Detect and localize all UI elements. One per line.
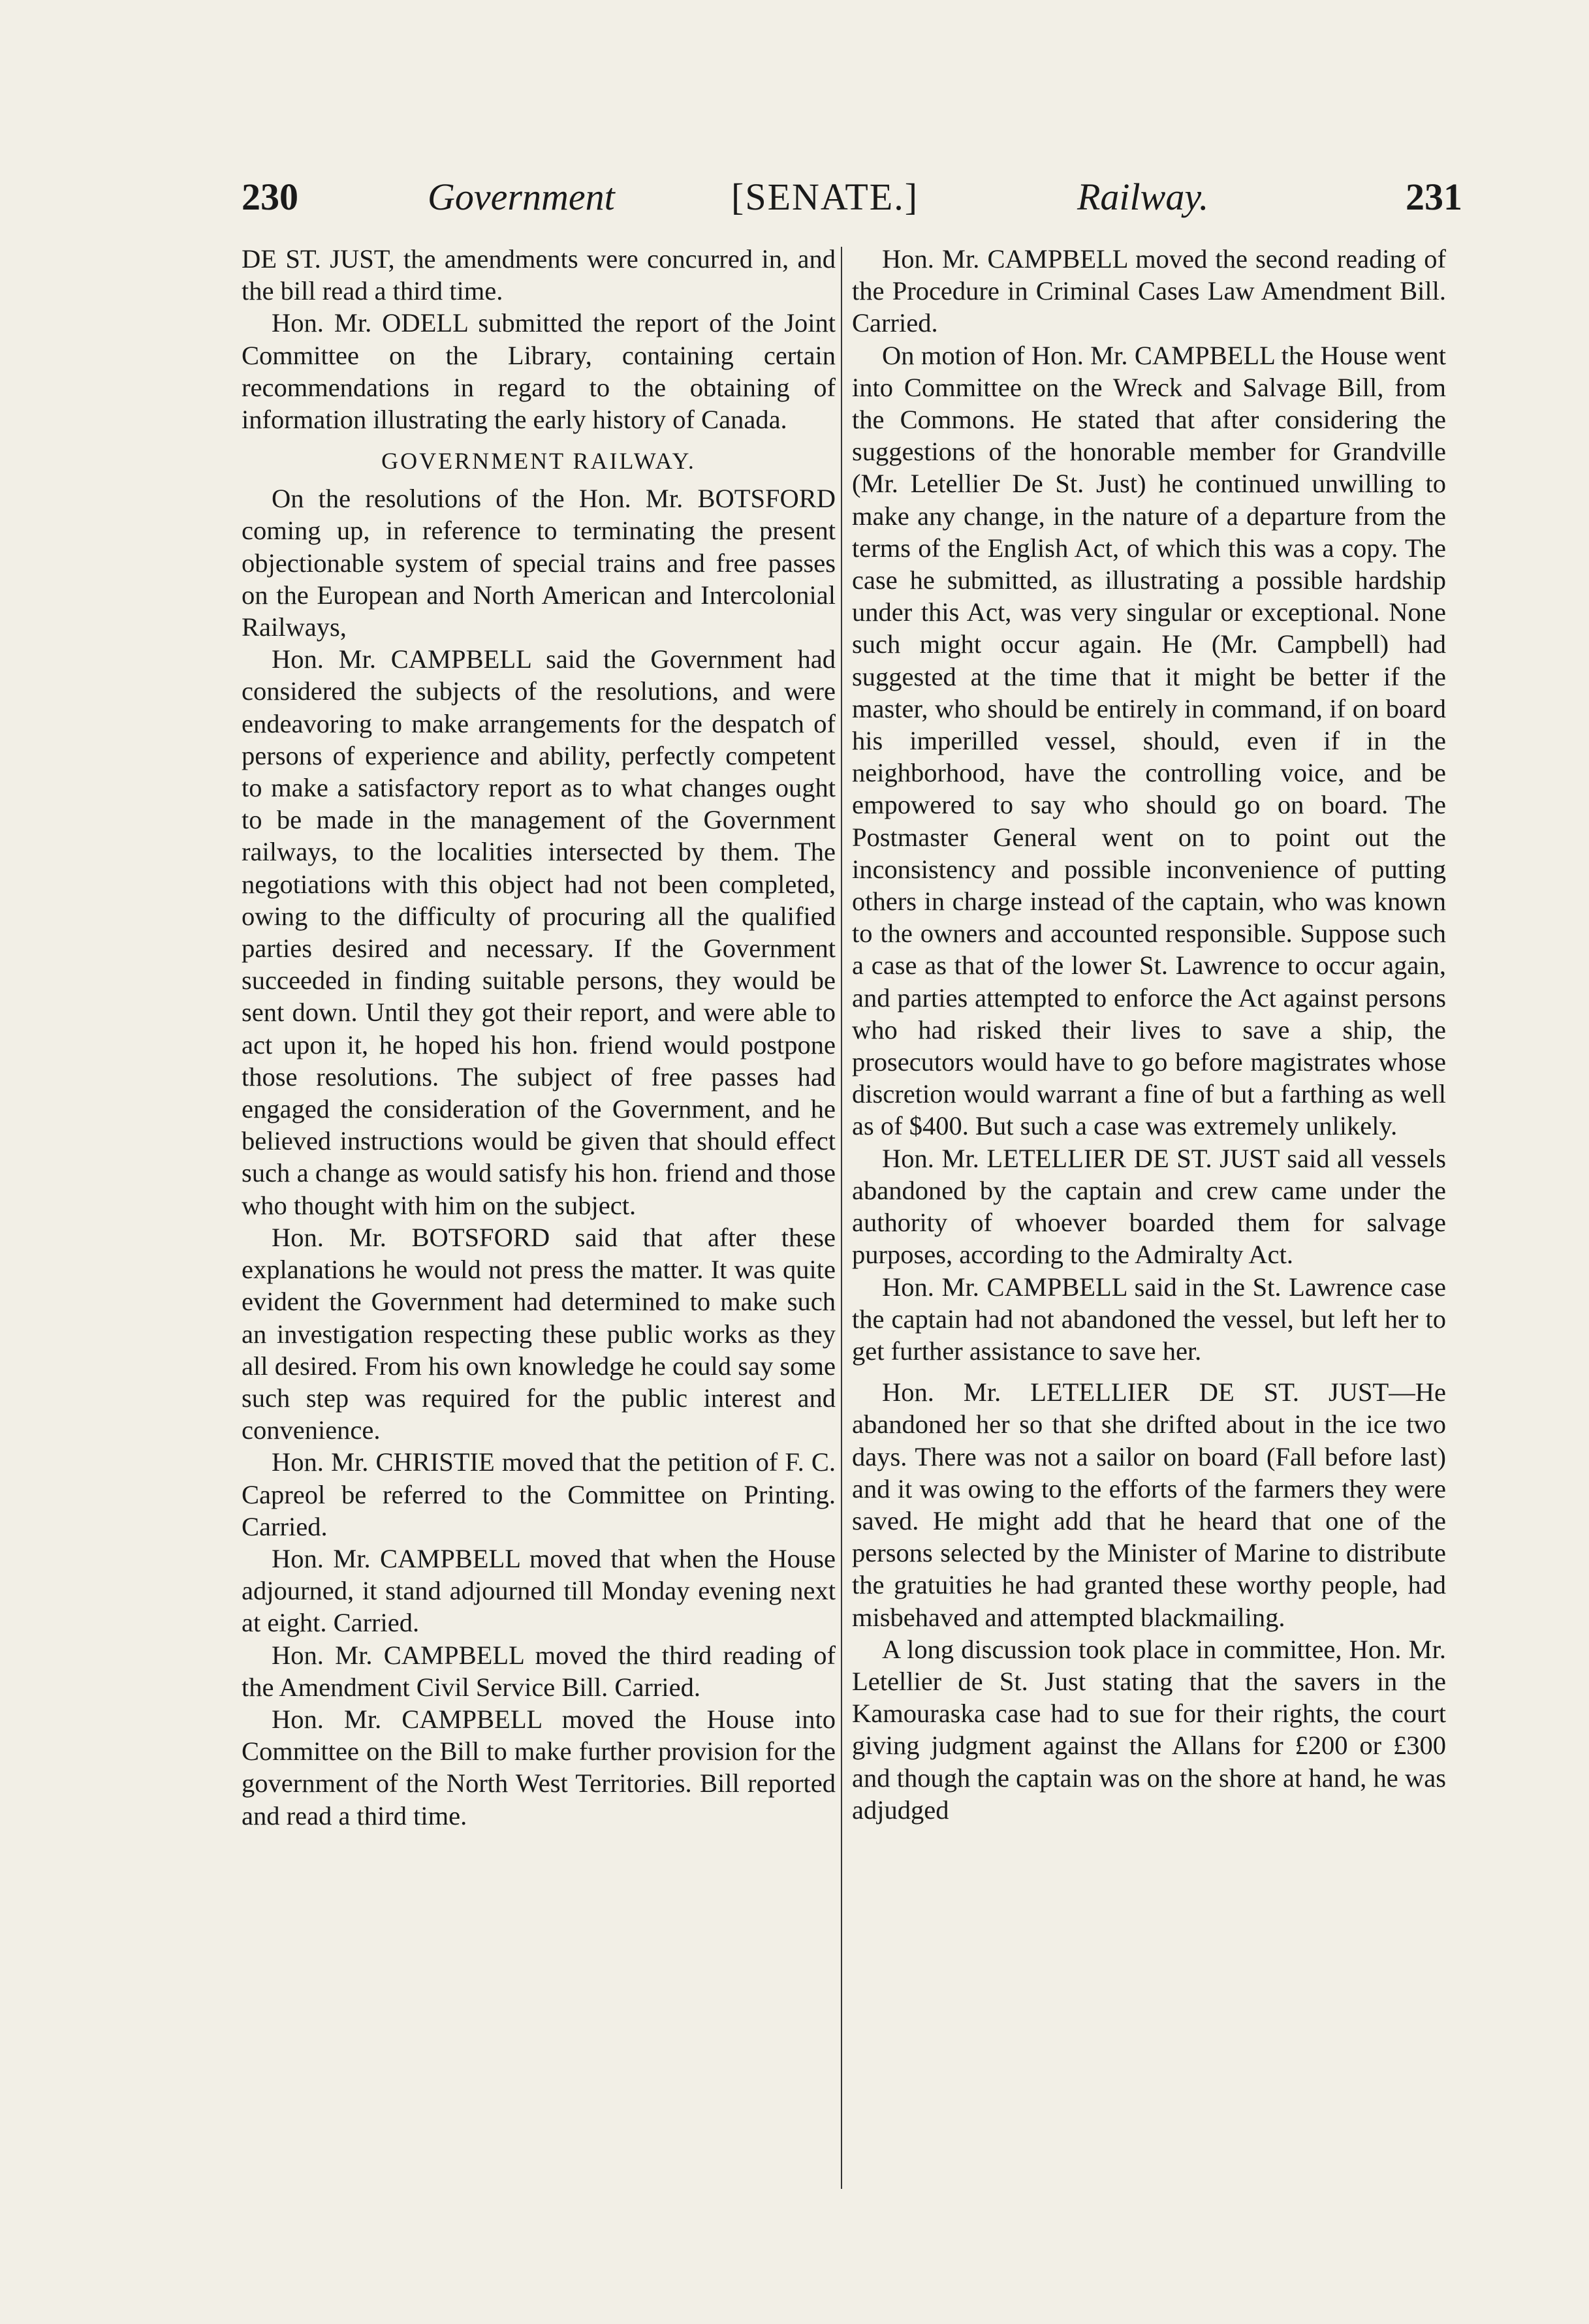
paragraph: DE ST. JUST, the amendments were concurred in, and the bill read a third time. [242, 244, 836, 306]
paragraph: On the resolutions of the Hon. Mr. BOTSFORD coming up, in reference to terminating the present objectionable system of special trains and free passes on the European and North American and Intercolonial Railways, [242, 484, 836, 642]
running-title-right: Railway. [1077, 176, 1209, 218]
paragraph: Hon. Mr. ODELL submitted the report of the Joint Committee on the Library, containing certain recommendations in regard to the obtaining of information illustrating the early history of Canada. [242, 308, 836, 435]
paragraph: Hon. Mr. LETELLIER DE ST. JUST said all vessels abandoned by the captain and crew came under the authority of whoever boarded them for salvage purposes, according to the Admiralty Act. [852, 1143, 1446, 1270]
page-number-right: 231 [1406, 176, 1462, 218]
right-column [852, 243, 1446, 1826]
paragraph: On motion of Hon. Mr. CAMPBELL the House went into Committee on the Wreck and Salvage Bill, from the Commons. He stated that after considering the suggestions of the honorable member for Grandville (Mr. Letellier De St. Just) he continued unwilling to make any change, in the nature of a departure from the terms of the English Act, of which this was a copy. The case he submitted, as illustrating a possible hardship under this Act, was very singular or exceptional. None such might occur again. He (Mr. Campbell) had suggested at the time that it might be better if the master, who should be entirely in command, if on board his imperilled vessel, should, even if in the neighborhood, have the controlling voice, and be empowered to say who should go on board. The Postmaster General went on to point out the inconsistency and possible inconvenience of putting others in charge instead of the captain, who was known to the owners and accounted responsible. Suppose such a case as that of the lower St. Lawrence to occur again, and parties attempted to enforce the Act against persons who had risked their lives to save a ship, the prosecutors would have to go before magistrates whose discretion would warrant a fine of but a farthing as well as of $400. But such a case was extremely unlikely. [852, 340, 1446, 1141]
column-divider [841, 247, 842, 2189]
paragraph: Hon. Mr. CAMPBELL said in the St. Lawrence case the captain had not abandoned the vessel, but left her to get further assistance to save her. [852, 1272, 1446, 1366]
paragraph: A long discussion took place in committee, Hon. Mr. Letellier de St. Just stating that the savers in the Kamouraska case had to sue for their rights, the court giving judgment against the Allans for £200 or £300 and though the captain was on the shore at hand, he was adjudged [852, 1634, 1446, 1825]
running-head [242, 171, 1462, 223]
paragraph: Hon. Mr. CAMPBELL moved the House into Committee on the Bill to make further provision for the government of the North West Territories. Bill reported and read a third time. [242, 1704, 836, 1830]
running-title-left: Government [428, 176, 615, 218]
paragraph: Hon. Mr. CAMPBELL moved the second reading of the Procedure in Criminal Cases Law Amendment Bill. Carried. [852, 244, 1446, 338]
paragraph: Hon. Mr. CAMPBELL said the Government had considered the subjects of the resolutions, and were endeavoring to make arrangements for the despatch of persons of experience and ability, perfectly competent to make a satisfactory report as to what changes ought to be made in the management of the Government railways, to the localities intersected by them. The negotiations with this object had not been completed, owing to the difficulty of procuring all the qualified parties desired and necessary. If the Government succeeded in finding suitable persons, they would be sent down. Until they got their report, and were able to act upon it, he hoped his hon. friend would postpone those resolutions. The subject of free passes had engaged the consideration of the Government, and he believed instructions would be given that should effect such a change as would satisfy his hon. friend and those who thought with him on the subject. [242, 644, 836, 1220]
page-number-left: 230 [242, 176, 298, 218]
left-column [242, 243, 836, 1832]
paragraph: Hon. Mr. CAMPBELL moved that when the House adjourned, it stand adjourned till Monday evening next at eight. Carried. [242, 1543, 836, 1638]
paragraph: Hon. Mr. BOTSFORD said that after these explanations he would not press the matter. It was quite evident the Government had determined to make such an investigation respecting these public works as they all desired. From his own knowledge he could say some such step was required for the public interest and convenience. [242, 1222, 836, 1445]
paragraph: Hon. Mr. CAMPBELL moved the third reading of the Amendment Civil Service Bill. Carried. [242, 1640, 836, 1702]
section-heading: GOVERNMENT RAILWAY. [381, 448, 696, 475]
paragraph: Hon. Mr. LETELLIER DE ST. JUST—He abandoned her so that she drifted about in the ice two days. There was not a sailor on board (Fall before last) and it was owing to the efforts of the farmers they were saved. He might add that he heard that one of the persons selected by the Minister of Marine to distribute the gratuities he had granted these worthy people, had misbehaved and attempted blackmailing. [852, 1377, 1446, 1632]
running-title-center: [SENATE.] [731, 176, 919, 218]
paragraph: Hon. Mr. CHRISTIE moved that the petition of F. C. Capreol be referred to the Committee on Printing. Carried. [242, 1447, 836, 1541]
